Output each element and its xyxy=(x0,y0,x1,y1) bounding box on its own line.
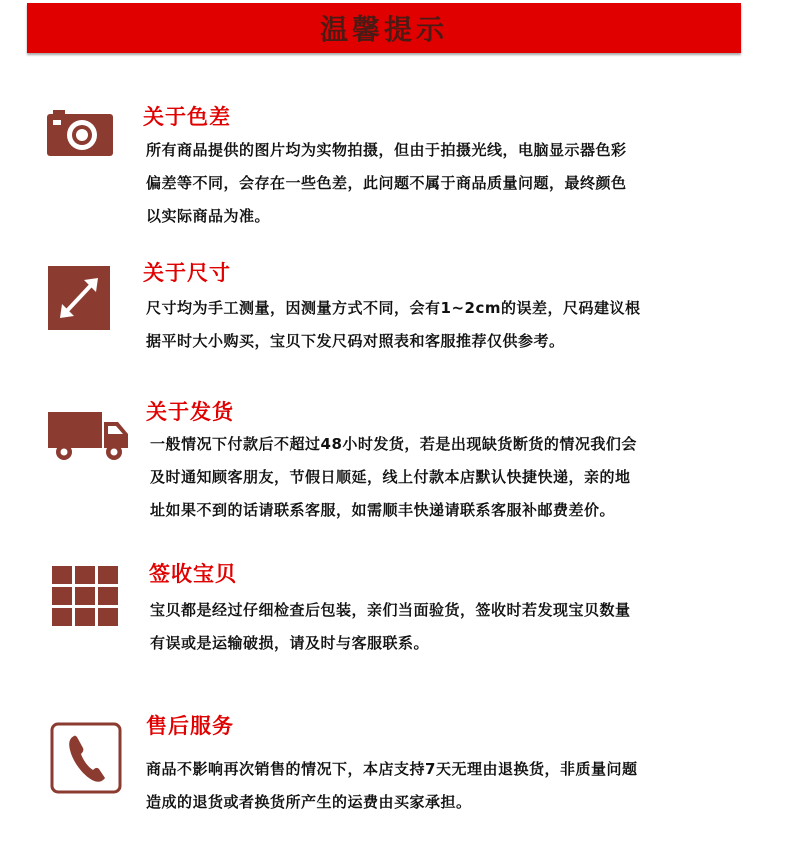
section-body xyxy=(146,753,637,819)
section-body xyxy=(150,594,631,660)
section-body xyxy=(150,428,637,527)
section-title: 售后服务 xyxy=(146,714,234,738)
body-line: 尺寸均为手工测量，因测量方式不同，会有1~2cm的误差，尺码建议根 xyxy=(146,299,641,317)
body-line: 有误或是运输破损，请及时与客服联系。 xyxy=(150,634,430,652)
phone-icon xyxy=(50,722,122,794)
body-line: 以实际商品为准。 xyxy=(146,207,271,225)
truck-icon xyxy=(48,412,130,462)
body-line: 及时通知顾客朋友，节假日顺延，线上付款本店默认快捷快递，亲的地 xyxy=(150,468,631,486)
header-banner xyxy=(27,3,741,53)
section-body xyxy=(146,292,640,358)
section-title: 关于尺寸 xyxy=(143,261,231,285)
grid-icon xyxy=(52,566,118,626)
banner-title: 温馨提示 xyxy=(319,13,448,46)
body-line: 址如果不到的话请联系客服，如需顺丰快递请联系客服补邮费差价。 xyxy=(150,501,616,519)
section-title: 签收宝贝 xyxy=(149,562,237,586)
section-title: 关于色差 xyxy=(143,105,231,129)
body-line: 据平时大小购买，宝贝下发尺码对照表和客服推荐仅供参考。 xyxy=(146,332,565,350)
section-title: 关于发货 xyxy=(146,400,234,424)
body-line: 造成的退货或者换货所产生的运费由买家承担。 xyxy=(146,793,472,811)
body-line: 所有商品提供的图片均为实物拍摄，但由于拍摄光线，电脑显示器色彩 xyxy=(146,141,627,159)
body-line: 商品不影响再次销售的情况下，本店支持7天无理由退换货，非质量问题 xyxy=(146,760,638,778)
camera-icon xyxy=(45,110,115,158)
body-line: 一般情况下付款后不超过48小时发货，若是出现缺货断货的情况我们会 xyxy=(150,435,637,453)
body-line: 宝贝都是经过仔细检查后包装，亲们当面验货，签收时若发现宝贝数量 xyxy=(150,601,631,619)
body-line: 偏差等不同，会存在一些色差，此问题不属于商品质量问题，最终颜色 xyxy=(146,174,627,192)
section-body xyxy=(146,134,627,233)
resize-arrow-icon xyxy=(48,266,110,330)
